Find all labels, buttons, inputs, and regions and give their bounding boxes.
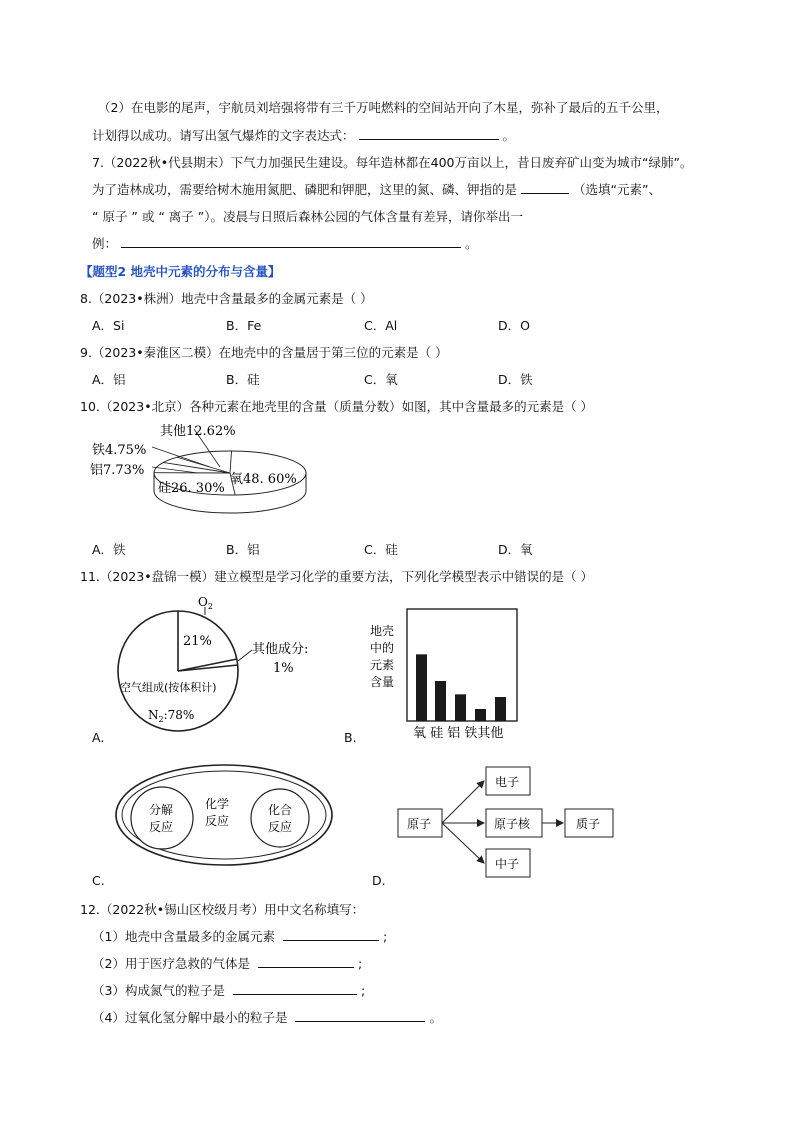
q7-line4-text: 例： <box>92 236 118 251</box>
bar-xlabels: 氧 硅 铝 铁其他 <box>413 726 504 741</box>
q12-item-4 <box>92 1008 442 1026</box>
chemical-line2: 反应 <box>205 814 230 828</box>
bar-oxygen <box>416 654 427 721</box>
answer-blank[interactable] <box>258 954 354 968</box>
atom-box: 原子 <box>407 817 432 831</box>
q12-item-1-text: （1）地壳中含量最多的金属元素 <box>92 929 275 944</box>
crust-pie-chart <box>80 415 320 545</box>
n2-label: $N_2:78\%$ <box>148 708 195 724</box>
bar-silicon <box>435 681 446 721</box>
o2-percent: 21% <box>183 634 212 649</box>
answer-blank[interactable] <box>283 927 379 941</box>
q12-item-1-end: ; <box>382 929 388 944</box>
q9-stem: 9.（2023•秦淮区二模）在地壳中的含量居于第三位的元素是（ ） <box>80 345 448 360</box>
bar-aluminium <box>455 694 466 721</box>
answer-blank[interactable] <box>233 981 357 995</box>
bar-other <box>495 697 506 721</box>
q7-line2b: （选填“元素”、 <box>573 182 661 197</box>
q12-item-3-text: （3）构成氮气的粒子是 <box>92 983 225 998</box>
combination-line1: 化合 <box>268 803 293 817</box>
q11-option-c[interactable]: C. <box>92 873 105 888</box>
q12-item-2 <box>92 954 362 972</box>
q6-2-line2 <box>92 126 515 144</box>
section-heading: 【题型2 地壳中元素的分布与含量】 <box>80 264 281 279</box>
atom-structure-diagram <box>395 762 625 882</box>
q11-option-a[interactable]: A. <box>92 730 105 745</box>
answer-blank[interactable] <box>359 126 499 140</box>
reaction-venn-diagram <box>112 760 342 870</box>
q7-line2a: 为了造林成功，需要给树木施用氮肥、磷肥和钾肥，这里的氮、磷、钾指的是 <box>92 182 518 197</box>
q7-line4 <box>92 234 478 252</box>
q9-option-d[interactable]: D．铁 <box>498 372 533 387</box>
decomposition-line1: 分解 <box>149 803 174 817</box>
q9-option-b[interactable]: B．硅 <box>226 372 260 387</box>
q6-2-line2-text: 计划得以成功。请写出氢气爆炸的文字表达式： <box>92 128 355 143</box>
q8-option-a[interactable]: A．Si <box>92 318 125 333</box>
ylabel-line3: 元素 <box>370 658 395 672</box>
q11-option-d[interactable]: D. <box>372 873 386 888</box>
chemical-line1: 化学 <box>205 797 230 811</box>
o2-label: $O_2$ <box>198 595 213 611</box>
electron-box: 电子 <box>495 775 520 789</box>
nucleus-box: 原子核 <box>494 817 531 831</box>
q7-line1: 7.（2022秋•代县期末）下气力加强民生建设。每年造林都在400万亩以上，昔日废弃矿山变为城市“绿肺”。 <box>92 155 693 170</box>
bar-iron <box>475 709 486 721</box>
q6-2-end: 。 <box>502 128 516 143</box>
q11-stem: 11.（2023•盘锦一模）建立模型是学习化学的重要方法，下列化学模型表示中错误的是（ ） <box>80 569 594 584</box>
q12-item-3 <box>92 981 365 999</box>
ylabel-line1: 地壳 <box>370 624 395 638</box>
neutron-box: 中子 <box>495 857 520 871</box>
air-composition-diagram <box>110 595 340 735</box>
q12-item-1 <box>92 927 387 945</box>
answer-blank[interactable] <box>121 234 461 248</box>
proton-box: 质子 <box>576 817 601 831</box>
q7-line3: “ 原子 ” 或 “ 离子 ”）。凌晨与日照后森林公园的气体含量有差异，请你举出一 <box>92 209 523 224</box>
answer-blank[interactable] <box>521 180 569 194</box>
answer-blank[interactable] <box>295 1008 425 1022</box>
q8-option-c[interactable]: C．Al <box>364 318 398 333</box>
q10-stem: 10.（2023•北京）各种元素在地壳里的含量（质量分数）如图，其中含量最多的元素是（ ） <box>80 399 594 414</box>
q7-line2 <box>92 180 661 198</box>
q12-item-4-text: （4）过氧化氢分解中最小的粒子是 <box>92 1010 288 1025</box>
label-other: 其他12.62% <box>160 424 236 439</box>
q12-item-3-end: ; <box>360 983 366 998</box>
air-title: 空气组成(按体积计) <box>120 681 217 694</box>
q9-option-a[interactable]: A．铝 <box>92 372 126 387</box>
q9-option-c[interactable]: C．氧 <box>364 372 398 387</box>
q10-option-b[interactable]: B．铝 <box>226 542 260 557</box>
label-aluminium: 铝7.73% <box>90 463 145 478</box>
q11-option-b[interactable]: B. <box>344 730 357 745</box>
q8-stem: 8.（2023•株洲）地壳中含量最多的金属元素是（ ） <box>80 291 373 306</box>
q10-option-d[interactable]: D．氧 <box>498 542 533 557</box>
q6-2-line1: （2）在电影的尾声，宇航员刘培强将带有三千万吨燃料的空间站开向了木星，弥补了最后的五千公里， <box>98 100 669 115</box>
q12-stem: 12.（2022秋•锡山区校级月考）用中文名称填写： <box>80 902 365 917</box>
combination-line2: 反应 <box>268 820 293 834</box>
q12-item-2-end: ; <box>357 956 363 971</box>
q8-option-b[interactable]: B．Fe <box>226 318 262 333</box>
crust-bar-diagram <box>365 605 530 745</box>
ylabel-line2: 中的 <box>370 641 395 655</box>
label-silicon: 硅26. 30% <box>158 481 225 496</box>
label-oxygen: 氧48. 60% <box>230 472 297 487</box>
q10-option-c[interactable]: C．硅 <box>364 542 398 557</box>
label-iron: 铁4.75% <box>92 443 147 458</box>
other-percent: 1% <box>273 661 294 676</box>
q8-option-d[interactable]: D．O <box>498 318 530 333</box>
other-label: 其他成分: <box>252 642 309 657</box>
ylabel-line4: 含量 <box>370 675 395 689</box>
q12-item-4-end: 。 <box>429 1010 442 1025</box>
q7-end: 。 <box>465 236 478 251</box>
decomposition-line2: 反应 <box>149 820 174 834</box>
q10-option-a[interactable]: A．铁 <box>92 542 126 557</box>
q12-item-2-text: （2）用于医疗急救的气体是 <box>92 956 250 971</box>
